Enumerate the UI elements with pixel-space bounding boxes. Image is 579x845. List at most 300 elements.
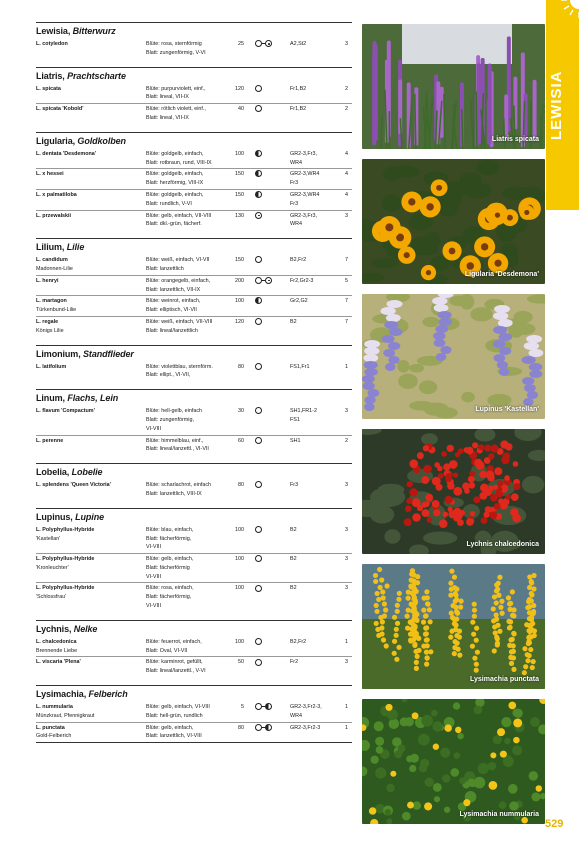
desc-line: Blüte: orangegelb, einfach,: [146, 277, 211, 284]
desc-line: Blatt: lineal/lanzettl., VI-VII: [146, 446, 209, 453]
plant-name-text: L. perenne: [36, 437, 64, 444]
plant-photo-image: [362, 294, 545, 419]
sun-icon: [255, 318, 262, 325]
code-line: B2: [290, 526, 297, 533]
shade-icon: [265, 277, 272, 284]
table-row: [36, 211, 352, 231]
table-row: [36, 255, 352, 276]
genus-section: [36, 463, 352, 500]
desc-line: VI-VIII: [146, 425, 161, 432]
plant-name: [36, 170, 144, 179]
code-line: B2: [290, 585, 297, 592]
plant-photo-image: [362, 699, 545, 824]
genus-title: [36, 242, 352, 253]
plant-height: 100: [235, 150, 244, 157]
plant-photo-image: [362, 159, 545, 284]
genus-common: Goldkolben: [77, 135, 126, 146]
table-row: [36, 296, 352, 317]
desc-line: Blatt: lineal/lanzettl., V-VI: [146, 668, 206, 675]
code-line: Fr3: [290, 482, 299, 489]
plant-photo-image: [362, 564, 545, 689]
code-line: B2: [290, 556, 297, 563]
plant-name-text: L. flavum 'Compactum': [36, 408, 95, 415]
light-requirement: [255, 105, 285, 115]
half-shade-icon: [255, 170, 262, 177]
table-row: [36, 723, 352, 743]
plant-name-text: L. splendens 'Queen Victoria': [36, 482, 111, 489]
plant-description: [146, 437, 228, 455]
plant-height: 120: [235, 318, 244, 325]
plant-number: 2: [345, 106, 348, 113]
table-row: [36, 190, 352, 211]
genus-common: Lilie: [66, 242, 85, 253]
habitat-code: [290, 297, 338, 306]
plant-description: [146, 407, 228, 433]
code-line: Fr1,B2: [290, 85, 307, 92]
genus-latin: Lychnis,: [36, 623, 72, 634]
plant-description: [146, 318, 228, 336]
genus-common: Prachtscharte: [67, 70, 126, 81]
desc-line: Blatt: hell-grün, rundlich: [146, 712, 203, 719]
plant-height: 30: [238, 408, 244, 415]
light-requirement: [255, 256, 285, 266]
code-line: SH1: [290, 437, 301, 444]
plant-subname: 'Kronleuchter': [36, 564, 69, 571]
sun-icon: [255, 363, 262, 370]
plant-height: 150: [235, 257, 244, 264]
sun-icon: [255, 703, 262, 710]
habitat-code: [290, 363, 338, 372]
genus-section: [36, 345, 352, 382]
genus-section: [36, 67, 352, 124]
desc-line: Blüte: purpurviolett, einf.,: [146, 85, 206, 92]
desc-line: Blatt: lineal, VII-IX: [146, 94, 189, 101]
light-requirement: [255, 297, 285, 307]
desc-line: Blatt: lineal/lanzettlich: [146, 327, 198, 334]
light-requirement: [255, 407, 285, 417]
plant-subname: 'Schlossfrau': [36, 594, 67, 601]
habitat-code: [290, 105, 338, 114]
plant-name: [36, 256, 144, 274]
table-row: [36, 104, 352, 124]
genus-latin: Lewisia,: [36, 26, 71, 36]
plant-subname: Gold-Felberich: [36, 733, 72, 740]
plant-height: 200: [235, 277, 244, 284]
plant-subname: Madonnen-Lilie: [36, 265, 73, 272]
plant-description: [146, 191, 228, 209]
genus-section: [36, 620, 352, 677]
desc-line: Blüte: goldgelb, einfach,: [146, 191, 204, 198]
genus-common: Felberich: [88, 689, 128, 700]
plant-number: 3: [345, 482, 348, 489]
genus-section: [36, 389, 352, 455]
desc-line: Blüte: himmelblau, einf.,: [146, 437, 204, 444]
habitat-code: [290, 437, 338, 446]
code-line: GR2-3,WR4: [290, 191, 320, 198]
sun-icon: [255, 555, 262, 562]
desc-line: Blatt: elliptisch, VI-VII: [146, 307, 197, 314]
desc-line: Blüte: violettblau, sternförm.: [146, 363, 213, 370]
plant-height: 60: [238, 437, 244, 444]
desc-line: VI-VIII: [146, 603, 161, 610]
plant-name: [36, 363, 144, 372]
plant-name-text: L. Polyphyllus-Hybride: [36, 556, 95, 563]
code-line: GR2-3,Fr3,: [290, 212, 317, 219]
plant-description: [146, 724, 228, 742]
plant-name-text: L. Polyphyllus-Hybride: [36, 526, 95, 533]
plant-name: [36, 658, 144, 667]
desc-line: Blatt: ellipt., VI-VII,: [146, 372, 191, 379]
code-line: GR2-3,WR4: [290, 171, 320, 178]
plant-description: [146, 150, 228, 168]
photo-caption: Lychnis chalcedonica: [466, 541, 539, 548]
genus-latin: Lilium,: [36, 242, 65, 253]
desc-line: Blüte: rosa, sternförmig: [146, 41, 202, 47]
shade-icon: [265, 40, 272, 47]
code-line: B2,Fr2: [290, 257, 307, 264]
genus-title: [36, 467, 352, 478]
plant-subname: Königs Lilie: [36, 327, 64, 334]
habitat-code: [290, 256, 338, 265]
habitat-code: [290, 191, 338, 209]
sun-icon: [255, 724, 262, 731]
photo-caption: Lupinus 'Kastellan': [475, 406, 539, 413]
plant-height: 130: [235, 212, 244, 219]
habitat-code: [290, 170, 338, 188]
plant-description: [146, 703, 228, 721]
genus-common: Lupine: [75, 511, 105, 522]
plant-height: 100: [235, 298, 244, 305]
light-requirement: [255, 555, 285, 565]
genus-common: Lobelie: [71, 467, 103, 478]
table-row: [36, 554, 352, 583]
genus-title: [36, 349, 352, 360]
plant-name: [36, 191, 144, 200]
genus-latin: Linum,: [36, 393, 65, 404]
habitat-code: [290, 481, 338, 490]
light-requirement: [255, 277, 285, 287]
plant-subname: 'Kastellan': [36, 535, 61, 542]
genus-latin: Limonium,: [36, 348, 81, 359]
desc-line: Blatt: lanzettlich, VII-IX: [146, 286, 201, 293]
plant-height: 80: [238, 724, 244, 731]
desc-line: Blüte: rosa, einfach,: [146, 585, 194, 592]
plant-height: 150: [235, 171, 244, 178]
code-line: WR4: [290, 221, 302, 228]
plant-name-text: L. punctata: [36, 724, 65, 731]
genus-section: [36, 238, 352, 336]
desc-line: Blüte: rötlich violett, einf.,: [146, 106, 206, 113]
desc-line: Blüte: goldgelb, einfach,: [146, 150, 204, 157]
code-line: Fr2: [290, 659, 299, 666]
plant-name: [36, 703, 144, 721]
desc-line: Blatt: fächerförmig: [146, 564, 190, 571]
genus-title: [36, 689, 352, 700]
plant-description: [146, 277, 228, 295]
plant-number: 2: [345, 85, 348, 92]
table-row: [36, 276, 352, 297]
plant-name: [36, 724, 144, 742]
table-row: [36, 480, 352, 500]
plant-photo: [362, 24, 545, 149]
desc-line: Blatt: zungenförmig, V-VI: [146, 49, 206, 56]
plant-description: [146, 297, 228, 315]
light-requirement: [255, 638, 285, 648]
desc-line: Blatt: rundlich, V-VI: [146, 200, 192, 207]
plant-description: [146, 170, 228, 188]
light-requirement: [255, 150, 285, 160]
genus-latin: Lupinus,: [36, 511, 73, 522]
light-requirement: [255, 191, 285, 201]
half-shade-icon: [255, 150, 262, 157]
plant-number: 1: [345, 724, 348, 731]
plant-description: [146, 584, 228, 610]
table-row: [36, 702, 352, 723]
plant-name: [36, 481, 144, 490]
code-line: GR2-3,Fr2-3,: [290, 704, 322, 711]
habitat-code: [290, 658, 338, 667]
code-line: GR2-3,Fr2-3: [290, 724, 321, 731]
habitat-code: [290, 85, 338, 94]
sun-icon: [255, 659, 262, 666]
plant-photo-image: [362, 429, 545, 554]
light-requirement: [255, 212, 285, 222]
plant-height: 100: [235, 638, 244, 645]
table-row: [36, 406, 352, 435]
code-line: FS1: [290, 416, 300, 423]
desc-line: Blatt: rotbraun, rund, VIII-IX: [146, 159, 212, 166]
genus-title: [36, 71, 352, 82]
plant-photo: [362, 294, 545, 419]
code-line: SH1,FR1-2: [290, 408, 317, 415]
plant-name: [36, 526, 144, 544]
plant-height: 150: [235, 191, 244, 198]
desc-line: Blüte: gelb, einfach, VII-VIII: [146, 212, 212, 219]
genus-common: Standflieder: [83, 348, 134, 359]
plant-height: 100: [235, 556, 244, 563]
sun-icon: [255, 585, 262, 592]
habitat-code: [290, 150, 338, 168]
light-requirement: [255, 584, 285, 594]
plant-height: 50: [238, 659, 244, 666]
genus-latin: Ligularia,: [36, 135, 76, 146]
plant-number: 3: [345, 556, 348, 563]
genus-common: Nelke: [73, 623, 98, 634]
plant-description: [146, 40, 228, 58]
light-requirement: [255, 526, 285, 536]
plant-name: [36, 638, 144, 656]
plant-number: 4: [345, 150, 348, 157]
plant-name: [36, 437, 144, 446]
genus-title: [36, 512, 352, 523]
half-shade-icon: [265, 703, 272, 710]
desc-line: Blatt: zungenförmig,: [146, 416, 194, 423]
plant-name-text: L. dentata 'Desdemona': [36, 150, 97, 157]
desc-line: Blüte: gelb, einfach, VI-VIII: [146, 704, 210, 711]
sun-icon: [255, 437, 262, 444]
photo-caption: Lysimachia nummularia: [459, 811, 539, 818]
code-line: Gr2,G2: [290, 298, 308, 305]
genus-latin: Liatris,: [36, 70, 65, 81]
sun-icon: [255, 481, 262, 488]
code-line: A2,St2: [290, 41, 307, 47]
genus-section: [36, 22, 352, 59]
sun-icon: [255, 85, 262, 92]
genus-section: [36, 508, 352, 612]
table-row: [36, 169, 352, 190]
plant-subname: Brennende Liebe: [36, 647, 78, 654]
plant-number: 7: [345, 318, 348, 325]
plant-height: 100: [235, 585, 244, 592]
genus-title: [36, 136, 352, 147]
light-requirement: [255, 658, 285, 668]
code-line: WR4: [290, 712, 302, 719]
light-requirement: [255, 170, 285, 180]
plant-name-text: L. chalcedonica: [36, 638, 77, 645]
photo-column: [362, 24, 545, 834]
habitat-code: [290, 407, 338, 425]
desc-line: Blüte: weiß, einfach, VII-VIII: [146, 318, 213, 325]
plant-name-text: L. latifolium: [36, 363, 67, 370]
shade-icon: [255, 212, 262, 219]
plant-name-text: L. przewalskii: [36, 212, 72, 219]
plant-description: [146, 85, 228, 103]
light-requirement: [255, 481, 285, 491]
plant-number: 1: [345, 704, 348, 711]
plant-description: [146, 363, 228, 381]
table-row: [36, 657, 352, 677]
plant-name: [36, 40, 144, 49]
light-requirement: [255, 363, 285, 373]
desc-line: Blatt: lanzettlich: [146, 265, 184, 272]
plant-name-text: L. henryi: [36, 277, 59, 284]
plant-name: [36, 584, 144, 602]
plant-name-text: L. regale: [36, 318, 59, 325]
plant-number: 3: [345, 659, 348, 666]
plant-name: [36, 212, 144, 221]
table-row: [36, 525, 352, 554]
plant-description: [146, 481, 228, 499]
desc-line: Blatt: lanzettlich, VI-VIII: [146, 733, 202, 740]
code-line: Fr1,B2: [290, 106, 307, 113]
plant-photo-image: [362, 24, 545, 149]
plant-name: [36, 85, 144, 94]
desc-line: Blüte: karminrot, gefüllt,: [146, 659, 203, 666]
desc-line: Blatt: lanzettlich, VIII-IX: [146, 490, 202, 497]
plant-name-text: L. Polyphyllus-Hybride: [36, 585, 95, 592]
genus-latin: Lobelia,: [36, 467, 70, 478]
plant-description: [146, 555, 228, 581]
plant-number: 7: [345, 298, 348, 305]
half-shade-icon: [255, 191, 262, 198]
plant-name-text: L. candidum: [36, 257, 68, 264]
table-row: [36, 149, 352, 170]
code-line: Fr2,Gr2-3: [290, 277, 314, 284]
plant-number: 3: [345, 41, 348, 47]
plant-number: 3: [345, 408, 348, 415]
table-row: [36, 583, 352, 611]
desc-line: Blüte: goldgelb, einfach,: [146, 171, 204, 178]
table-row: [36, 39, 352, 59]
plant-height: 120: [235, 85, 244, 92]
genus-common: Bitterwurz: [72, 26, 116, 36]
plant-name: [36, 297, 144, 315]
plant-photo: [362, 159, 545, 284]
sun-icon: [255, 40, 262, 47]
habitat-code: [290, 724, 338, 733]
plant-name-text: L. viscaria 'Plena': [36, 659, 81, 666]
plant-name: [36, 407, 144, 416]
plant-number: 7: [345, 257, 348, 264]
code-line: Fr3: [290, 200, 299, 207]
plant-name: [36, 318, 144, 336]
desc-line: Blüte: weinrot, einfach,: [146, 298, 201, 305]
genus-section: [36, 132, 352, 230]
plant-description: [146, 658, 228, 676]
photo-caption: Lysimachia punctata: [470, 676, 539, 683]
plant-height: 100: [235, 526, 244, 533]
plant-height: 5: [241, 704, 244, 711]
habitat-code: [290, 277, 338, 286]
genus-section: [36, 685, 352, 742]
sun-icon: [255, 256, 262, 263]
desc-line: Blüte: weiß, einfach, VI-VII: [146, 257, 210, 264]
code-line: FS1,Fr1: [290, 363, 310, 370]
light-requirement: [255, 318, 285, 328]
plant-photo: [362, 564, 545, 689]
plant-height: 80: [238, 482, 244, 489]
plant-number: 3: [345, 526, 348, 533]
plant-subname: Münzkraut, Pfennigkraut: [36, 712, 95, 719]
plant-height: 80: [238, 363, 244, 370]
desc-line: Blüte: feuerrot, einfach,: [146, 638, 202, 645]
desc-line: Blatt: lineal, VII-IX: [146, 114, 189, 121]
half-shade-icon: [255, 297, 262, 304]
light-requirement: [255, 85, 285, 95]
plant-name-text: L. spicata: [36, 85, 61, 92]
desc-line: VI-VIII: [146, 573, 161, 580]
desc-line: Blüte: scharlachrot, einfach: [146, 482, 212, 489]
plant-number: 1: [345, 363, 348, 370]
desc-line: Blatt: Oval, VI-VII: [146, 647, 188, 654]
desc-line: Blatt: fächerförmig,: [146, 535, 192, 542]
plant-name-text: L. spicata 'Kobold': [36, 106, 84, 113]
plant-name-text: L. x palmatiloba: [36, 191, 77, 198]
plant-height: 40: [238, 106, 244, 113]
sun-icon: [255, 638, 262, 645]
sun-icon: [555, 0, 579, 24]
plant-subname: Türkenbund-Lilie: [36, 307, 77, 314]
light-requirement: [255, 437, 285, 447]
sun-icon: [255, 105, 262, 112]
sun-icon: [255, 407, 262, 414]
desc-line: VI-VIII: [146, 544, 161, 551]
code-line: Fr3: [290, 180, 299, 187]
genus-title: [36, 624, 352, 635]
genus-title: [36, 26, 352, 37]
table-row: [36, 362, 352, 382]
plant-photo: [362, 429, 545, 554]
table-end-rule: [36, 742, 352, 743]
genus-title: [36, 393, 352, 404]
habitat-code: [290, 40, 338, 49]
plant-description: [146, 638, 228, 656]
plant-description: [146, 105, 228, 123]
habitat-code: [290, 212, 338, 230]
genus-common: Flachs, Lein: [67, 393, 119, 404]
desc-line: Blatt: dkl.-grün, fächerf.: [146, 221, 202, 228]
plant-table: [36, 22, 352, 743]
